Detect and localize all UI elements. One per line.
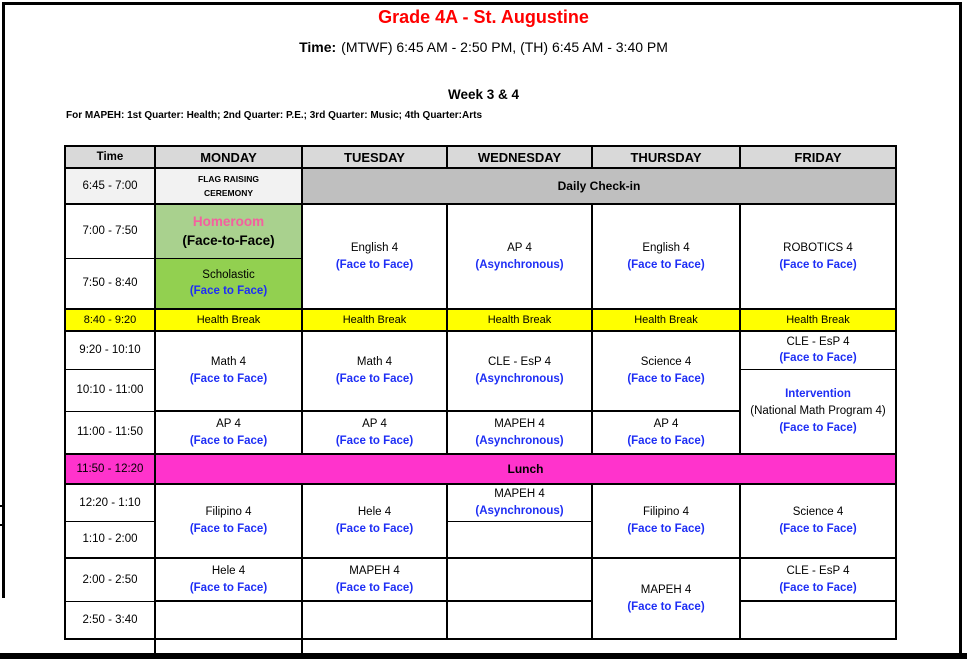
subject-name: Math 4 [356, 356, 393, 369]
cell-daily-checkin: Daily Check-in [302, 168, 896, 204]
delivery-mode: (Face to Face) [335, 581, 414, 594]
cell-tue-math [302, 331, 447, 411]
table-row [65, 484, 896, 521]
time-cell-0920: 9:20 - 10:10 [65, 331, 155, 369]
delivery-mode: (Face to Face) [779, 581, 857, 594]
page-bottom-band [0, 653, 967, 659]
table-stub-line [154, 640, 156, 654]
subject-name: Scholastic [202, 268, 255, 281]
cell-tue-health-break: Health Break [302, 309, 447, 331]
cell-lunch: Lunch [155, 454, 896, 484]
delivery-mode: (Face to Face) [627, 523, 705, 535]
delivery-mode: (Face to Face) [189, 285, 268, 298]
cell-tue-hele [302, 484, 447, 558]
time-cell-0110: 1:10 - 2:00 [65, 521, 155, 558]
delivery-mode: (Asynchronous) [475, 504, 564, 517]
delivery-mode: (Face to Face) [189, 581, 268, 594]
cell-wed-mapeh-async [447, 484, 592, 521]
time-label: Time: [299, 39, 337, 55]
delivery-mode: (Face to Face) [627, 373, 705, 385]
time-value: (MTWF) 6:45 AM - 2:50 PM, (TH) 6:45 AM - 3:40 PM [341, 39, 668, 55]
cell-thu-health-break: Health Break [592, 309, 740, 331]
subject-name: MAPEH 4 [640, 583, 692, 596]
col-header-friday: FRIDAY [740, 146, 896, 168]
col-header-time: Time [65, 146, 155, 168]
subject-name: MAPEH 4 [494, 488, 545, 501]
cell-wed-health-break: Health Break [447, 309, 592, 331]
time-cell-0200: 2:00 - 2:50 [65, 558, 155, 601]
delivery-mode: (Face to Face) [189, 373, 268, 385]
delivery-mode: (Asynchronous) [475, 373, 564, 385]
cell-mon-homeroom [155, 204, 302, 258]
delivery-mode: (Face to Face) [779, 352, 857, 365]
cell-tue-empty [302, 601, 447, 639]
cell-fri-intervention [740, 369, 896, 454]
page-border-top [2, 2, 961, 5]
subject-name: MAPEH 4 [349, 564, 400, 577]
health-break-row [65, 309, 896, 331]
subject-name: AP 4 [653, 417, 679, 430]
cell-wed-mapeh [447, 411, 592, 454]
cell-mon-hele [155, 558, 302, 601]
delivery-mode: (Face to Face) [335, 434, 414, 447]
subject-name: English 4 [350, 241, 399, 254]
cell-mon-empty [155, 601, 302, 639]
delivery-mode: (Face to Face) [335, 523, 414, 535]
delivery-mode: (Face-to-Face) [182, 233, 275, 249]
col-header-thursday: THURSDAY [592, 146, 740, 168]
left-edge-mark [0, 505, 3, 507]
cell-mon-flag-raising [155, 168, 302, 204]
table-row [65, 601, 896, 639]
subject-name: Science 4 [792, 506, 844, 519]
delivery-mode: (Asynchronous) [475, 258, 564, 271]
subject-name: AP 4 [507, 241, 532, 254]
time-cell-0645: 6:45 - 7:00 [65, 168, 155, 204]
schedule-table [64, 145, 897, 640]
subject-name: AP 4 [362, 417, 387, 430]
header-row [65, 146, 896, 168]
cell-fri-cle-esp-pm [740, 558, 896, 601]
table-row [65, 331, 896, 369]
subject-name: Hele 4 [357, 506, 392, 519]
subject-detail: (National Math Program 4) [750, 404, 886, 417]
subject-name: AP 4 [216, 417, 241, 430]
cell-wed-ap [447, 204, 592, 309]
subject-name: ROBOTICS 4 [783, 241, 853, 254]
cell-fri-cle-esp [740, 331, 896, 369]
table-row [65, 204, 896, 258]
subject-name: Math 4 [210, 356, 247, 369]
time-cell-1100: 11:00 - 11:50 [65, 411, 155, 454]
table-row [65, 168, 896, 204]
left-edge-mark [0, 524, 3, 526]
cell-mon-filipino [155, 484, 302, 558]
time-cell-1010: 10:10 - 11:00 [65, 369, 155, 411]
subject-name: Hele 4 [211, 564, 246, 577]
subject-name: Science 4 [640, 356, 692, 369]
cell-fri-health-break: Health Break [740, 309, 896, 331]
time-cell-1220: 12:20 - 1:10 [65, 484, 155, 521]
delivery-mode: (Face to Face) [627, 600, 705, 613]
subject-name: Intervention [785, 388, 851, 401]
cell-wed-cle-esp [447, 331, 592, 411]
lunch-row [65, 454, 896, 484]
subject-name: English 4 [642, 241, 690, 254]
cell-wed-empty [447, 558, 592, 601]
cell-thu-mapeh [592, 558, 740, 639]
cell-mon-math [155, 331, 302, 411]
delivery-mode: (Face to Face) [189, 434, 268, 447]
time-cell-0750: 7:50 - 8:40 [65, 258, 155, 309]
cell-mon-scholastic [155, 258, 302, 309]
cell-thu-filipino [592, 484, 740, 558]
delivery-mode: (Asynchronous) [475, 434, 564, 447]
cell-thu-ap [592, 411, 740, 454]
delivery-mode: (Face to Face) [335, 258, 414, 271]
cell-tue-english [302, 204, 447, 309]
cell-thu-science [592, 331, 740, 411]
cell-fri-science [740, 484, 896, 558]
cell-tue-mapeh [302, 558, 447, 601]
subject-name: MAPEH 4 [494, 417, 545, 430]
time-cell-0700: 7:00 - 7:50 [65, 204, 155, 258]
subject-name: CLE - EsP 4 [786, 564, 850, 577]
subject-name: Homeroom [192, 213, 265, 229]
delivery-mode: (Face to Face) [779, 523, 857, 535]
col-header-tuesday: TUESDAY [302, 146, 447, 168]
cell-mon-ap [155, 411, 302, 454]
delivery-mode: (Face to Face) [189, 523, 268, 535]
cell-fri-empty [740, 601, 896, 639]
delivery-mode: (Face to Face) [627, 434, 705, 447]
flag-raising-line1: FLAG RAISING [198, 173, 259, 184]
delivery-mode: (Face to Face) [779, 421, 857, 434]
cell-fri-robotics [740, 204, 896, 309]
cell-wed-empty [447, 601, 592, 639]
col-header-wednesday: WEDNESDAY [447, 146, 592, 168]
subject-name: CLE - EsP 4 [487, 356, 552, 369]
delivery-mode: (Face to Face) [627, 258, 705, 271]
mapeh-note: For MAPEH: 1st Quarter: Health; 2nd Quarter: P.E.; 3rd Quarter: Music; 4th Quarter:Arts [66, 110, 483, 121]
time-cell-1150: 11:50 - 12:20 [65, 454, 155, 484]
subject-name: Filipino 4 [642, 506, 690, 519]
page-title: Grade 4A - St. Augustine [378, 7, 589, 27]
cell-mon-health-break: Health Break [155, 309, 302, 331]
flag-raising-line2: CEREMONY [203, 188, 254, 198]
cell-tue-ap [302, 411, 447, 454]
time-line [0, 39, 967, 55]
delivery-mode: (Face to Face) [779, 258, 857, 271]
subject-name: Filipino 4 [205, 506, 252, 519]
subject-name: CLE - EsP 4 [786, 335, 850, 348]
col-header-monday: MONDAY [155, 146, 302, 168]
table-row [65, 558, 896, 601]
cell-thu-english [592, 204, 740, 309]
cell-wed-empty [447, 521, 592, 558]
table-stub-line [301, 640, 303, 654]
time-cell-0840: 8:40 - 9:20 [65, 309, 155, 331]
delivery-mode: (Face to Face) [335, 373, 414, 385]
time-cell-0250: 2:50 - 3:40 [65, 601, 155, 639]
week-label: Week 3 & 4 [447, 87, 520, 102]
